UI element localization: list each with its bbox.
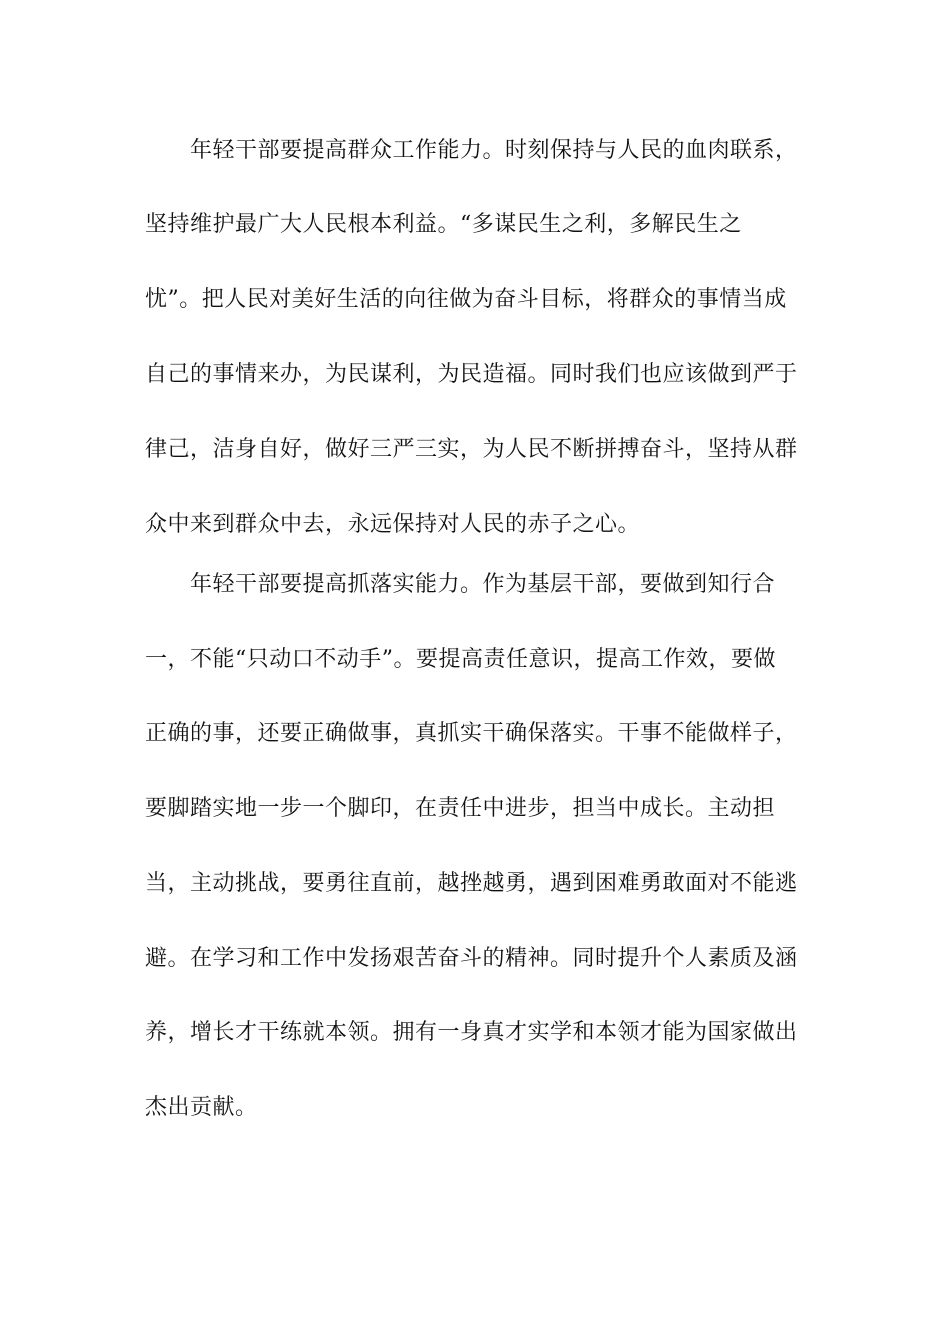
paragraph-2-line-6: 避。在学习和工作中发扬艰苦奋斗的精神。同时提升个人素质及涵 xyxy=(145,946,798,971)
paragraph-1-line-2: 坚持维护最广大人民根本利益。“多谋民生之利，多解民生之 xyxy=(145,212,742,237)
paragraph-2-line-1: 年轻干部要提高抓落实能力。作为基层干部，要做到知行合 xyxy=(190,572,776,597)
paragraph-2-line-8: 杰出贡献。 xyxy=(145,1095,258,1120)
paragraph-1-line-4: 自己的事情来办，为民谋利，为民造福。同时我们也应该做到严于 xyxy=(145,362,798,387)
paragraph-2-line-2: 一，不能“只动口不动手”。要提高责任意识，提高工作效，要做 xyxy=(145,647,776,672)
paragraph-1-line-1: 年轻干部要提高群众工作能力。时刻保持与人民的血肉联系， xyxy=(190,138,798,163)
paragraph-2-line-3: 正确的事，还要正确做事，真抓实干确保落实。干事不能做样子， xyxy=(145,721,798,746)
paragraph-1-line-3: 忧”。把人民对美好生活的向往做为奋斗目标，将群众的事情当成 xyxy=(145,287,787,312)
paragraph-2-line-7: 养，增长才干练就本领。拥有一身真才实学和本领才能为国家做出 xyxy=(145,1020,798,1045)
paragraph-2-line-4: 要脚踏实地一步一个脚印，在责任中进步，担当中成长。主动担 xyxy=(145,796,776,821)
paragraph-1-line-6: 众中来到群众中去，永远保持对人民的赤子之心。 xyxy=(145,512,641,537)
paragraph-2-line-5: 当，主动挑战，要勇往直前，越挫越勇，遇到困难勇敢面对不能逃 xyxy=(145,871,798,896)
paragraph-1-line-5: 律己，洁身自好，做好三严三实，为人民不断拼搏奋斗，坚持从群 xyxy=(145,437,798,462)
